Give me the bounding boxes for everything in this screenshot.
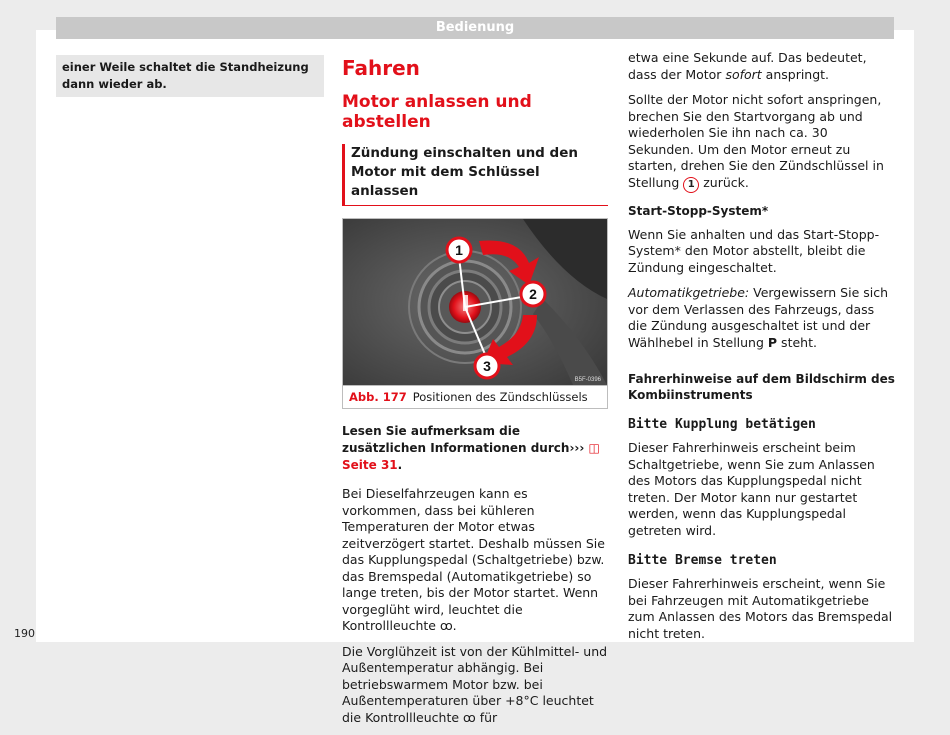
paragraph-diesel: Bei Dieselfahrzeugen kann es vorkommen, dass bei kühleren Temperaturen der Motor etwas zeitverzögert startet. Deshalb müssen Sie das Kupplungspedal (Schaltgetriebe) bzw. das Bremspedal (Automatikgetriebe) so lange treten, bis der Motor startet. Wenn vorgeglüht wird, leuchtet die Kontrollleuchte ꝏ. [342, 486, 605, 633]
ignition-key-illustration [343, 219, 607, 385]
subheading-start-stopp: Start-Stopp-System* [628, 203, 769, 218]
subheading-fahrerhinweise: Fahrerhinweise auf dem Bildschirm des Kombiinstruments [628, 372, 895, 402]
continued-note-box: einer Weile schaltet die Standheizung dann wieder ab. [56, 55, 324, 97]
display-message-bremse: Bitte Bremse treten [628, 553, 777, 568]
section-header: Bedienung [56, 17, 894, 39]
read-more-note: Lesen Sie aufmerksam die zusätzlichen Informationen durch››› ◫ Seite 31. [342, 424, 600, 472]
column-middle [342, 50, 608, 735]
position-1-icon: 1 [683, 177, 699, 193]
figure-caption-text: Positionen des Zündschlüssels [412, 390, 588, 404]
paragraph-kupplung: Dieser Fahrerhinweis erscheint beim Schaltgetriebe, wenn Sie zum Anlassen des Motors das Kupplungspedal nicht treten. Der Motor kann nur gestartet werden, wenn das Kupplungspedal getreten wird. [628, 440, 875, 538]
paragraph-start-stopp: Wenn Sie anhalten und das Start-Stopp-System* den Motor abstellt, bleibt die Zündung eingeschaltet. [628, 226, 880, 275]
paragraph-continued: etwa eine Sekunde auf. Das bedeutet, dass der Motor sofort anspringt. [628, 50, 867, 82]
paragraph-restart: Sollte der Motor nicht sofort anspringen, brechen Sie den Startvorgang ab und wiederholen Sie ihn nach ca. 30 Sekunden. Um den Motor erneut zu starten, drehen Sie den Zündschlüssel in Stellung 1 zurück. [628, 92, 896, 193]
paragraph-vorgluehzeit: Die Vorglühzeit ist von der Kühlmittel- und Außentemperatur abhängig. Bei betriebswarmem Motor bzw. bei Außentemperaturen über +8°C leuchtet die Kontrollleuchte ꝏ für [342, 643, 608, 725]
heading-fahren: Fahren [342, 56, 420, 80]
book-icon: ◫ [588, 441, 600, 455]
figure-label-3: 3 [483, 358, 491, 374]
page-number: 190 [14, 627, 35, 640]
figure-label-1: 1 [455, 242, 463, 258]
figure-label-2: 2 [529, 286, 537, 302]
column-right [628, 50, 896, 651]
heading-motor-anlassen: Motor anlassen und abstellen [342, 92, 532, 132]
figure-caption [343, 385, 607, 408]
figure-177 [342, 218, 608, 409]
paragraph-bremse: Dieser Fahrerhinweis erscheint, wenn Sie bei Fahrzeugen mit Automatikgetriebe zum Anlassen des Motors das Bremspedal nicht treten. [628, 576, 893, 641]
page-reference-link[interactable]: Seite 31 [342, 458, 398, 472]
figure-caption-number: Abb. 177 [349, 390, 407, 404]
more-arrows: ››› [569, 441, 585, 455]
figure-code: B5F-0396 [574, 377, 601, 383]
subheading-zuendung: Zündung einschalten und den Motor mit dem Schlüssel anlassen [342, 144, 608, 206]
paragraph-automatik: Automatikgetriebe: Vergewissern Sie sich vor dem Verlassen des Fahrzeugs, dass die Zündung ausgeschaltet ist und der Wählhebel in Stellung P steht. [628, 285, 889, 350]
display-message-kupplung: Bitte Kupplung betätigen [628, 417, 816, 432]
